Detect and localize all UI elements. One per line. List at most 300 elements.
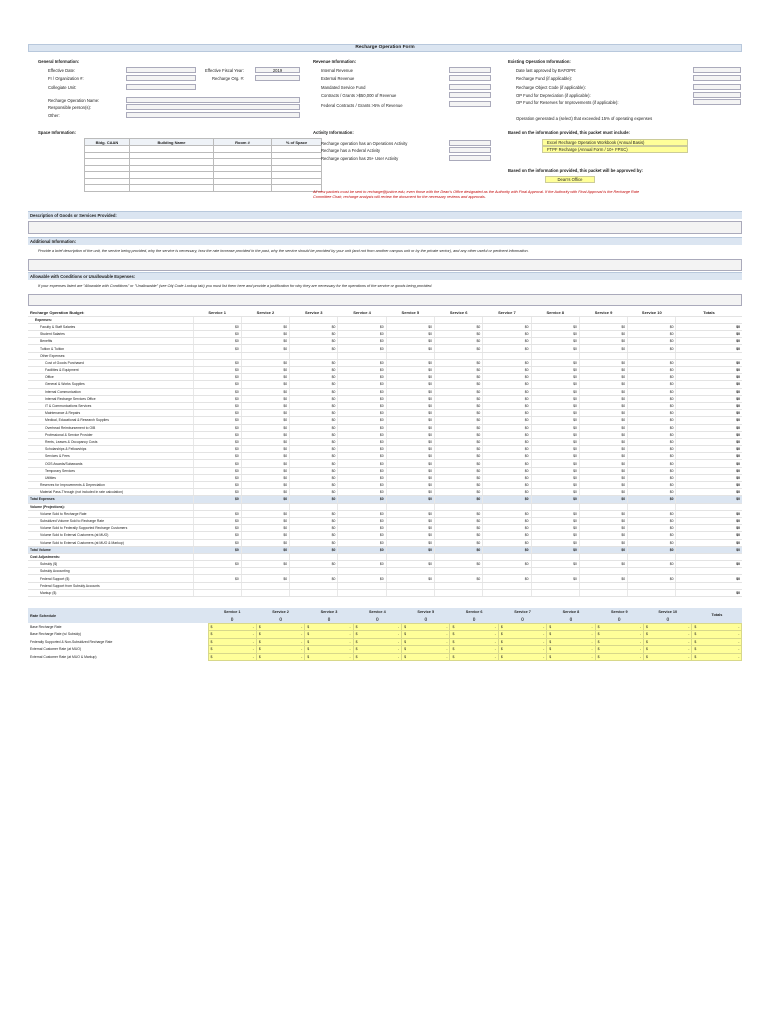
budget-value-cell[interactable]: $0 [483, 575, 531, 582]
budget-value-cell[interactable] [386, 352, 434, 359]
budget-value-cell[interactable]: $0 [434, 474, 482, 481]
budget-value-cell[interactable]: $0 [434, 575, 482, 582]
budget-value-cell[interactable]: $0 [531, 417, 579, 424]
budget-value-cell[interactable] [338, 589, 386, 596]
budget-value-cell[interactable]: $0 [338, 517, 386, 524]
budget-value-cell[interactable]: $0 [628, 517, 676, 524]
budget-value-cell[interactable]: $0 [193, 323, 241, 330]
budget-value-cell[interactable]: $0 [193, 424, 241, 431]
budget-value-cell[interactable]: $0 [531, 438, 579, 445]
budget-value-cell[interactable]: $0 [483, 489, 531, 496]
budget-value-cell[interactable]: $0 [434, 395, 482, 402]
budget-value-cell[interactable]: $0 [628, 381, 676, 388]
budget-value-cell[interactable]: $0 [386, 532, 434, 539]
budget-value-cell[interactable] [434, 582, 482, 589]
budget-value-cell[interactable]: $0 [386, 381, 434, 388]
budget-value-cell[interactable]: $0 [290, 510, 338, 517]
budget-value-cell[interactable]: $0 [628, 482, 676, 489]
budget-value-cell[interactable]: $0 [290, 517, 338, 524]
budget-value-cell[interactable]: $0 [241, 467, 289, 474]
budget-value-cell[interactable]: $0 [290, 525, 338, 532]
budget-value-cell[interactable]: $0 [531, 467, 579, 474]
budget-value-cell[interactable]: $0 [241, 402, 289, 409]
budget-value-cell[interactable]: $0 [531, 525, 579, 532]
budget-value-cell[interactable]: $0 [531, 489, 579, 496]
budget-value-cell[interactable]: $0 [579, 482, 627, 489]
budget-value-cell[interactable]: $0 [483, 453, 531, 460]
contracts-grants-input[interactable] [449, 92, 491, 98]
external-revenue-input[interactable] [449, 75, 491, 81]
budget-value-cell[interactable]: $0 [483, 431, 531, 438]
budget-value-cell[interactable]: $0 [290, 338, 338, 345]
budget-value-cell[interactable]: $0 [531, 424, 579, 431]
budget-value-cell[interactable]: $0 [193, 410, 241, 417]
budget-value-cell[interactable]: $0 [290, 474, 338, 481]
budget-value-cell[interactable]: $0 [483, 395, 531, 402]
budget-value-cell[interactable] [241, 582, 289, 589]
budget-value-cell[interactable]: $0 [193, 446, 241, 453]
budget-value-cell[interactable]: $0 [241, 331, 289, 338]
budget-value-cell[interactable]: $0 [628, 359, 676, 366]
budget-value-cell[interactable]: $0 [386, 474, 434, 481]
budget-value-cell[interactable]: $0 [290, 438, 338, 445]
other-input[interactable] [126, 112, 300, 118]
budget-value-cell[interactable]: $0 [628, 331, 676, 338]
budget-value-cell[interactable]: $0 [241, 410, 289, 417]
budget-value-cell[interactable]: $0 [193, 374, 241, 381]
budget-value-cell[interactable]: $0 [338, 402, 386, 409]
budget-value-cell[interactable]: $0 [628, 575, 676, 582]
budget-value-cell[interactable]: $0 [434, 331, 482, 338]
budget-value-cell[interactable] [628, 352, 676, 359]
budget-value-cell[interactable]: $0 [290, 561, 338, 568]
budget-value-cell[interactable]: $0 [531, 367, 579, 374]
budget-value-cell[interactable]: $0 [483, 510, 531, 517]
budget-value-cell[interactable]: $0 [531, 482, 579, 489]
budget-value-cell[interactable] [531, 589, 579, 596]
budget-value-cell[interactable]: $0 [628, 374, 676, 381]
budget-value-cell[interactable]: $0 [434, 482, 482, 489]
budget-value-cell[interactable]: $0 [386, 467, 434, 474]
budget-value-cell[interactable]: $0 [628, 402, 676, 409]
budget-value-cell[interactable]: $0 [193, 460, 241, 467]
budget-value-cell[interactable]: $0 [386, 402, 434, 409]
budget-value-cell[interactable]: $0 [386, 338, 434, 345]
budget-value-cell[interactable]: $0 [483, 323, 531, 330]
budget-value-cell[interactable] [290, 589, 338, 596]
budget-value-cell[interactable]: $0 [628, 532, 676, 539]
budget-value-cell[interactable]: $0 [386, 359, 434, 366]
budget-value-cell[interactable] [628, 568, 676, 575]
budget-value-cell[interactable] [579, 589, 627, 596]
budget-value-cell[interactable]: $0 [628, 460, 676, 467]
budget-value-cell[interactable]: $0 [483, 517, 531, 524]
budget-value-cell[interactable]: $0 [531, 453, 579, 460]
budget-value-cell[interactable] [193, 582, 241, 589]
budget-value-cell[interactable]: $0 [628, 539, 676, 546]
budget-value-cell[interactable] [434, 589, 482, 596]
budget-value-cell[interactable]: $0 [290, 539, 338, 546]
budget-value-cell[interactable]: $0 [531, 338, 579, 345]
budget-value-cell[interactable] [579, 352, 627, 359]
budget-value-cell[interactable]: $0 [434, 323, 482, 330]
collegiate-unit-input[interactable] [126, 84, 196, 90]
budget-value-cell[interactable]: $0 [386, 561, 434, 568]
budget-value-cell[interactable]: $0 [628, 561, 676, 568]
budget-value-cell[interactable]: $0 [290, 367, 338, 374]
budget-value-cell[interactable]: $0 [579, 517, 627, 524]
budget-value-cell[interactable]: $0 [386, 374, 434, 381]
budget-value-cell[interactable] [483, 582, 531, 589]
budget-value-cell[interactable] [483, 589, 531, 596]
budget-value-cell[interactable]: $0 [579, 438, 627, 445]
budget-value-cell[interactable]: $0 [531, 381, 579, 388]
budget-value-cell[interactable]: $0 [579, 510, 627, 517]
budget-value-cell[interactable]: $0 [628, 431, 676, 438]
budget-value-cell[interactable]: $0 [241, 388, 289, 395]
budget-value-cell[interactable] [434, 568, 482, 575]
budget-value-cell[interactable] [193, 568, 241, 575]
budget-value-cell[interactable]: $0 [290, 467, 338, 474]
budget-value-cell[interactable]: $0 [193, 367, 241, 374]
budget-value-cell[interactable]: $0 [290, 345, 338, 352]
budget-value-cell[interactable]: $0 [193, 417, 241, 424]
budget-value-cell[interactable]: $0 [193, 539, 241, 546]
budget-value-cell[interactable]: $0 [434, 424, 482, 431]
budget-value-cell[interactable]: $0 [579, 561, 627, 568]
budget-value-cell[interactable]: $0 [338, 438, 386, 445]
budget-value-cell[interactable]: $0 [531, 575, 579, 582]
budget-value-cell[interactable] [241, 352, 289, 359]
budget-value-cell[interactable]: $0 [386, 525, 434, 532]
budget-value-cell[interactable]: $0 [290, 431, 338, 438]
budget-value-cell[interactable]: $0 [579, 489, 627, 496]
budget-value-cell[interactable] [579, 568, 627, 575]
budget-value-cell[interactable]: $0 [241, 395, 289, 402]
budget-value-cell[interactable] [531, 352, 579, 359]
budget-value-cell[interactable]: $0 [386, 539, 434, 546]
budget-value-cell[interactable]: $0 [338, 424, 386, 431]
budget-value-cell[interactable]: $0 [290, 489, 338, 496]
budget-value-cell[interactable]: $0 [483, 367, 531, 374]
budget-value-cell[interactable]: $0 [531, 517, 579, 524]
budget-value-cell[interactable]: $0 [531, 561, 579, 568]
budget-value-cell[interactable]: $0 [338, 345, 386, 352]
budget-value-cell[interactable]: $0 [241, 561, 289, 568]
budget-value-cell[interactable]: $0 [483, 474, 531, 481]
budget-value-cell[interactable]: $0 [193, 561, 241, 568]
budget-value-cell[interactable]: $0 [434, 417, 482, 424]
budget-value-cell[interactable] [531, 568, 579, 575]
budget-value-cell[interactable]: $0 [483, 402, 531, 409]
budget-value-cell[interactable]: $0 [290, 359, 338, 366]
budget-value-cell[interactable]: $0 [193, 510, 241, 517]
op-reserves-input[interactable] [693, 99, 741, 105]
budget-value-cell[interactable]: $0 [531, 402, 579, 409]
budget-value-cell[interactable]: $0 [338, 331, 386, 338]
object-code-input[interactable] [693, 84, 741, 90]
budget-value-cell[interactable]: $0 [386, 395, 434, 402]
budget-value-cell[interactable]: $0 [290, 575, 338, 582]
budget-value-cell[interactable]: $0 [193, 532, 241, 539]
budget-value-cell[interactable]: $0 [434, 367, 482, 374]
budget-value-cell[interactable]: $0 [386, 489, 434, 496]
budget-value-cell[interactable] [193, 352, 241, 359]
budget-value-cell[interactable]: $0 [193, 467, 241, 474]
budget-value-cell[interactable]: $0 [483, 539, 531, 546]
budget-value-cell[interactable]: $0 [628, 424, 676, 431]
budget-value-cell[interactable]: $0 [290, 402, 338, 409]
budget-value-cell[interactable]: $0 [338, 474, 386, 481]
budget-value-cell[interactable]: $0 [386, 417, 434, 424]
budget-value-cell[interactable]: $0 [241, 460, 289, 467]
budget-value-cell[interactable]: $0 [241, 431, 289, 438]
budget-value-cell[interactable]: $0 [338, 532, 386, 539]
budget-value-cell[interactable]: $0 [628, 388, 676, 395]
budget-value-cell[interactable]: $0 [386, 510, 434, 517]
budget-value-cell[interactable]: $0 [193, 431, 241, 438]
budget-value-cell[interactable]: $0 [241, 532, 289, 539]
budget-value-cell[interactable]: $0 [193, 489, 241, 496]
budget-value-cell[interactable]: $0 [290, 410, 338, 417]
budget-value-cell[interactable]: $0 [628, 410, 676, 417]
budget-value-cell[interactable]: $0 [434, 338, 482, 345]
responsible-input[interactable] [126, 104, 300, 110]
budget-value-cell[interactable]: $0 [386, 517, 434, 524]
budget-value-cell[interactable]: $0 [338, 446, 386, 453]
budget-value-cell[interactable]: $0 [338, 510, 386, 517]
budget-value-cell[interactable]: $0 [434, 489, 482, 496]
budget-value-cell[interactable]: $0 [531, 532, 579, 539]
budget-value-cell[interactable]: $0 [434, 539, 482, 546]
budget-value-cell[interactable]: $0 [386, 446, 434, 453]
budget-value-cell[interactable] [290, 568, 338, 575]
budget-value-cell[interactable]: $0 [290, 323, 338, 330]
fi-org-input[interactable] [126, 75, 196, 81]
budget-value-cell[interactable]: $0 [483, 561, 531, 568]
budget-value-cell[interactable] [628, 589, 676, 596]
budget-value-cell[interactable]: $0 [290, 374, 338, 381]
budget-value-cell[interactable]: $0 [338, 338, 386, 345]
budget-value-cell[interactable]: $0 [241, 517, 289, 524]
budget-value-cell[interactable]: $0 [338, 381, 386, 388]
budget-value-cell[interactable]: $0 [579, 417, 627, 424]
space-cell[interactable] [85, 185, 130, 192]
budget-value-cell[interactable]: $0 [434, 388, 482, 395]
budget-value-cell[interactable]: $0 [386, 575, 434, 582]
budget-value-cell[interactable]: $0 [193, 474, 241, 481]
budget-value-cell[interactable]: $0 [434, 460, 482, 467]
budget-value-cell[interactable]: $0 [434, 438, 482, 445]
budget-value-cell[interactable]: $0 [338, 539, 386, 546]
additional-input[interactable] [28, 259, 742, 271]
budget-value-cell[interactable]: $0 [241, 359, 289, 366]
fiscal-year-input[interactable]: 2019 [255, 67, 300, 73]
budget-value-cell[interactable] [241, 589, 289, 596]
budget-value-cell[interactable]: $0 [434, 410, 482, 417]
budget-value-cell[interactable]: $0 [628, 367, 676, 374]
budget-value-cell[interactable]: $0 [241, 338, 289, 345]
budget-value-cell[interactable]: $0 [338, 453, 386, 460]
effective-date-input[interactable] [126, 67, 196, 73]
budget-value-cell[interactable]: $0 [193, 525, 241, 532]
budget-value-cell[interactable]: $0 [483, 381, 531, 388]
budget-value-cell[interactable]: $0 [241, 474, 289, 481]
budget-value-cell[interactable]: $0 [628, 323, 676, 330]
budget-value-cell[interactable]: $0 [531, 410, 579, 417]
budget-value-cell[interactable]: $0 [579, 345, 627, 352]
budget-value-cell[interactable]: $0 [386, 431, 434, 438]
budget-value-cell[interactable]: $0 [531, 374, 579, 381]
budget-value-cell[interactable]: $0 [290, 446, 338, 453]
budget-value-cell[interactable]: $0 [338, 482, 386, 489]
budget-value-cell[interactable]: $0 [579, 323, 627, 330]
budget-value-cell[interactable]: $0 [241, 453, 289, 460]
budget-value-cell[interactable]: $0 [531, 460, 579, 467]
internal-revenue-input[interactable] [449, 67, 491, 73]
allowable-input[interactable] [28, 294, 742, 306]
budget-value-cell[interactable]: $0 [434, 402, 482, 409]
budget-value-cell[interactable]: $0 [193, 395, 241, 402]
budget-value-cell[interactable]: $0 [434, 446, 482, 453]
federal-contracts-input[interactable] [449, 101, 491, 107]
budget-value-cell[interactable]: $0 [628, 338, 676, 345]
budget-value-cell[interactable]: $0 [338, 410, 386, 417]
budget-value-cell[interactable]: $0 [579, 388, 627, 395]
budget-value-cell[interactable]: $0 [193, 345, 241, 352]
budget-value-cell[interactable]: $0 [193, 338, 241, 345]
budget-value-cell[interactable]: $0 [579, 431, 627, 438]
budget-value-cell[interactable]: $0 [579, 338, 627, 345]
budget-value-cell[interactable]: $0 [434, 525, 482, 532]
budget-value-cell[interactable]: $0 [483, 410, 531, 417]
recharge-fund-input[interactable] [693, 75, 741, 81]
budget-value-cell[interactable]: $0 [531, 345, 579, 352]
budget-value-cell[interactable]: $0 [483, 446, 531, 453]
budget-value-cell[interactable] [338, 352, 386, 359]
budget-value-cell[interactable]: $0 [193, 453, 241, 460]
budget-value-cell[interactable]: $0 [193, 575, 241, 582]
budget-value-cell[interactable]: $0 [193, 359, 241, 366]
space-cell[interactable] [214, 185, 272, 192]
budget-value-cell[interactable]: $0 [531, 510, 579, 517]
op-depreciation-input[interactable] [693, 92, 741, 98]
budget-value-cell[interactable]: $0 [338, 395, 386, 402]
budget-value-cell[interactable]: $0 [241, 417, 289, 424]
budget-value-cell[interactable]: $0 [193, 381, 241, 388]
budget-value-cell[interactable] [241, 568, 289, 575]
budget-value-cell[interactable] [579, 582, 627, 589]
budget-value-cell[interactable]: $0 [628, 417, 676, 424]
budget-value-cell[interactable]: $0 [241, 575, 289, 582]
budget-value-cell[interactable]: $0 [338, 561, 386, 568]
budget-value-cell[interactable] [386, 582, 434, 589]
budget-value-cell[interactable] [434, 352, 482, 359]
budget-value-cell[interactable]: $0 [290, 460, 338, 467]
budget-value-cell[interactable]: $0 [628, 510, 676, 517]
budget-value-cell[interactable]: $0 [241, 489, 289, 496]
budget-value-cell[interactable]: $0 [338, 388, 386, 395]
budget-value-cell[interactable]: $0 [193, 438, 241, 445]
budget-value-cell[interactable]: $0 [241, 525, 289, 532]
budget-value-cell[interactable]: $0 [483, 359, 531, 366]
budget-value-cell[interactable]: $0 [628, 489, 676, 496]
budget-value-cell[interactable]: $0 [579, 460, 627, 467]
budget-value-cell[interactable]: $0 [579, 367, 627, 374]
budget-value-cell[interactable]: $0 [579, 467, 627, 474]
budget-value-cell[interactable]: $0 [579, 532, 627, 539]
budget-value-cell[interactable]: $0 [483, 467, 531, 474]
budget-value-cell[interactable]: $0 [193, 331, 241, 338]
budget-value-cell[interactable]: $0 [338, 359, 386, 366]
budget-value-cell[interactable] [290, 352, 338, 359]
budget-value-cell[interactable]: $0 [579, 539, 627, 546]
budget-value-cell[interactable]: $0 [386, 323, 434, 330]
budget-value-cell[interactable]: $0 [434, 510, 482, 517]
budget-value-cell[interactable]: $0 [338, 525, 386, 532]
budget-value-cell[interactable]: $0 [579, 381, 627, 388]
budget-value-cell[interactable] [290, 582, 338, 589]
budget-value-cell[interactable]: $0 [338, 431, 386, 438]
budget-value-cell[interactable]: $0 [386, 424, 434, 431]
budget-value-cell[interactable]: $0 [386, 367, 434, 374]
budget-value-cell[interactable]: $0 [338, 575, 386, 582]
budget-value-cell[interactable]: $0 [531, 388, 579, 395]
budget-value-cell[interactable] [338, 582, 386, 589]
budget-value-cell[interactable]: $0 [531, 539, 579, 546]
budget-value-cell[interactable]: $0 [628, 453, 676, 460]
budget-value-cell[interactable]: $0 [386, 410, 434, 417]
activity-federal-input[interactable] [449, 147, 491, 153]
budget-value-cell[interactable]: $0 [483, 460, 531, 467]
activity-ops-input[interactable] [449, 140, 491, 146]
budget-value-cell[interactable]: $0 [579, 410, 627, 417]
recharge-org-input[interactable] [255, 75, 300, 81]
budget-value-cell[interactable]: $0 [338, 467, 386, 474]
budget-value-cell[interactable]: $0 [338, 489, 386, 496]
budget-value-cell[interactable]: $0 [386, 345, 434, 352]
budget-value-cell[interactable]: $0 [434, 532, 482, 539]
budget-value-cell[interactable]: $0 [386, 453, 434, 460]
operation-name-input[interactable] [126, 97, 300, 103]
budget-value-cell[interactable]: $0 [434, 359, 482, 366]
budget-value-cell[interactable]: $0 [579, 453, 627, 460]
budget-value-cell[interactable]: $0 [579, 359, 627, 366]
budget-value-cell[interactable]: $0 [434, 561, 482, 568]
mandated-fund-input[interactable] [449, 84, 491, 90]
budget-value-cell[interactable]: $0 [434, 381, 482, 388]
budget-value-cell[interactable]: $0 [434, 345, 482, 352]
budget-value-cell[interactable]: $0 [628, 467, 676, 474]
budget-value-cell[interactable]: $0 [290, 331, 338, 338]
budget-value-cell[interactable]: $0 [241, 374, 289, 381]
budget-value-cell[interactable] [386, 568, 434, 575]
budget-value-cell[interactable]: $0 [241, 323, 289, 330]
budget-value-cell[interactable]: $0 [579, 402, 627, 409]
budget-value-cell[interactable]: $0 [531, 395, 579, 402]
budget-value-cell[interactable]: $0 [241, 424, 289, 431]
budget-value-cell[interactable]: $0 [434, 517, 482, 524]
budget-value-cell[interactable] [386, 589, 434, 596]
budget-value-cell[interactable]: $0 [434, 431, 482, 438]
budget-value-cell[interactable]: $0 [579, 424, 627, 431]
activity-users-input[interactable] [449, 155, 491, 161]
budget-value-cell[interactable]: $0 [193, 388, 241, 395]
budget-value-cell[interactable]: $0 [241, 482, 289, 489]
budget-value-cell[interactable]: $0 [241, 345, 289, 352]
budget-value-cell[interactable]: $0 [290, 417, 338, 424]
budget-value-cell[interactable]: $0 [290, 482, 338, 489]
